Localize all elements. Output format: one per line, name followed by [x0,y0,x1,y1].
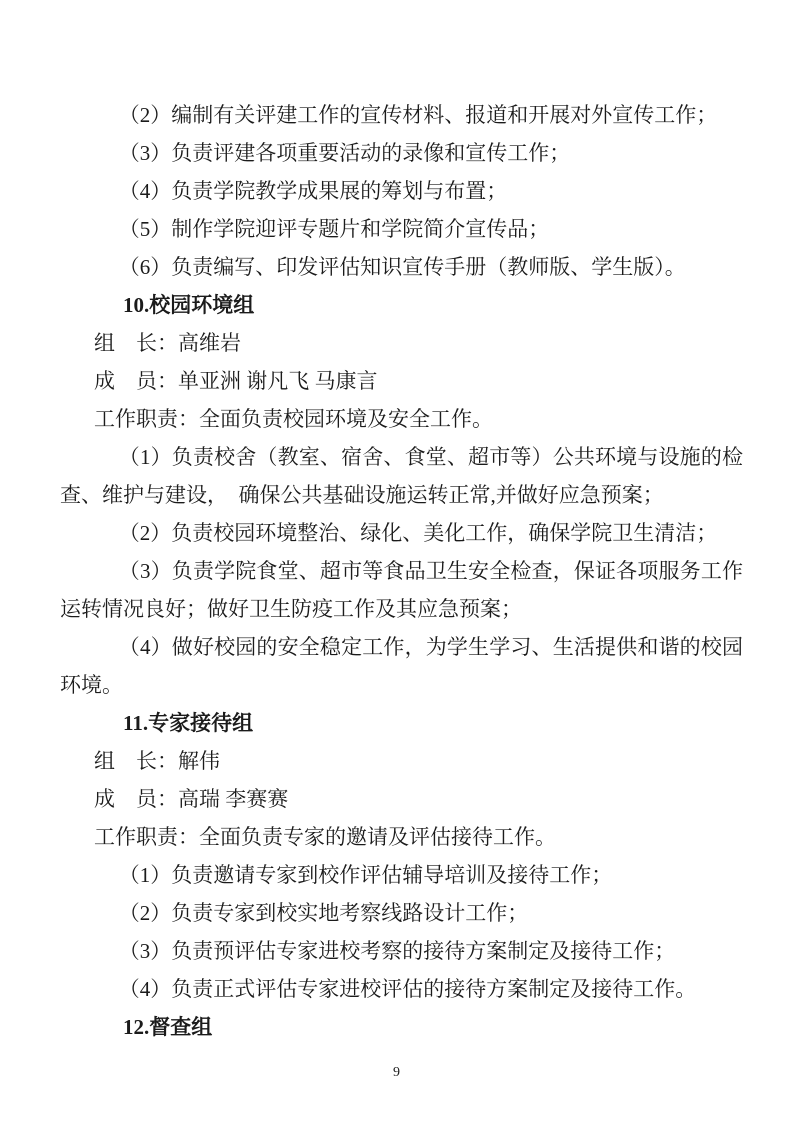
duty-line-continuation: 环境。 [60,673,123,697]
group-leader-line: 组 长：解伟 [94,749,221,773]
list-item: （3）负责评建各项重要活动的录像和宣传工作； [118,141,571,165]
section-heading-supervision-group: 12.督查组 [123,1015,213,1039]
list-item: （4）负责学院教学成果展的筹划与布置； [118,179,508,203]
section-heading-expert-reception-group: 11.专家接待组 [123,711,254,735]
duty-line: （4）做好校园的安全稳定工作，为学生学习、生活提供和谐的校园 [118,635,743,659]
duty-line: （1）负责邀请专家到校作评估辅导培训及接待工作； [118,863,613,887]
page-number: 9 [393,1065,400,1080]
duty-line: （3）负责学院食堂、超市等食品卫生安全检查，保证各项服务工作 [118,559,743,583]
list-item: （2）编制有关评建工作的宣传材料、报道和开展对外宣传工作； [118,103,718,127]
duty-line: （2）负责专家到校实地考察线路设计工作； [118,901,529,925]
group-leader-line: 组 长：高维岩 [94,331,242,355]
group-members-line: 成 员：单亚洲 谢凡飞 马康言 [94,369,378,393]
list-item: （6）负责编写、印发评估知识宣传手册（教师版、学生版）。 [118,255,686,279]
duty-line: （2）负责校园环境整治、绿化、美化工作，确保学院卫生清洁； [118,521,718,545]
duty-line: （4）负责正式评估专家进校评估的接待方案制定及接待工作。 [118,977,697,1001]
duty-line-continuation: 查、维护与建设， 确保公共基础设施运转正常,并做好应急预案； [60,483,664,507]
duty-line: （1）负责校舍（教室、宿舍、食堂、超市等）公共环境与设施的检 [118,445,743,469]
group-members-line: 成 员：高瑞 李赛赛 [94,787,289,811]
section-heading-campus-environment-group: 10.校园环境组 [123,293,255,317]
group-duties-header-line: 工作职责：全面负责专家的邀请及评估接待工作。 [94,825,557,849]
group-duties-header-line: 工作职责：全面负责校园环境及安全工作。 [94,407,494,431]
duty-line-continuation: 运转情况良好；做好卫生防疫工作及其应急预案； [60,597,522,621]
duty-line: （3）负责预评估专家进校考察的接待方案制定及接待工作； [118,939,676,963]
list-item: （5）制作学院迎评专题片和学院简介宣传品； [118,217,550,241]
